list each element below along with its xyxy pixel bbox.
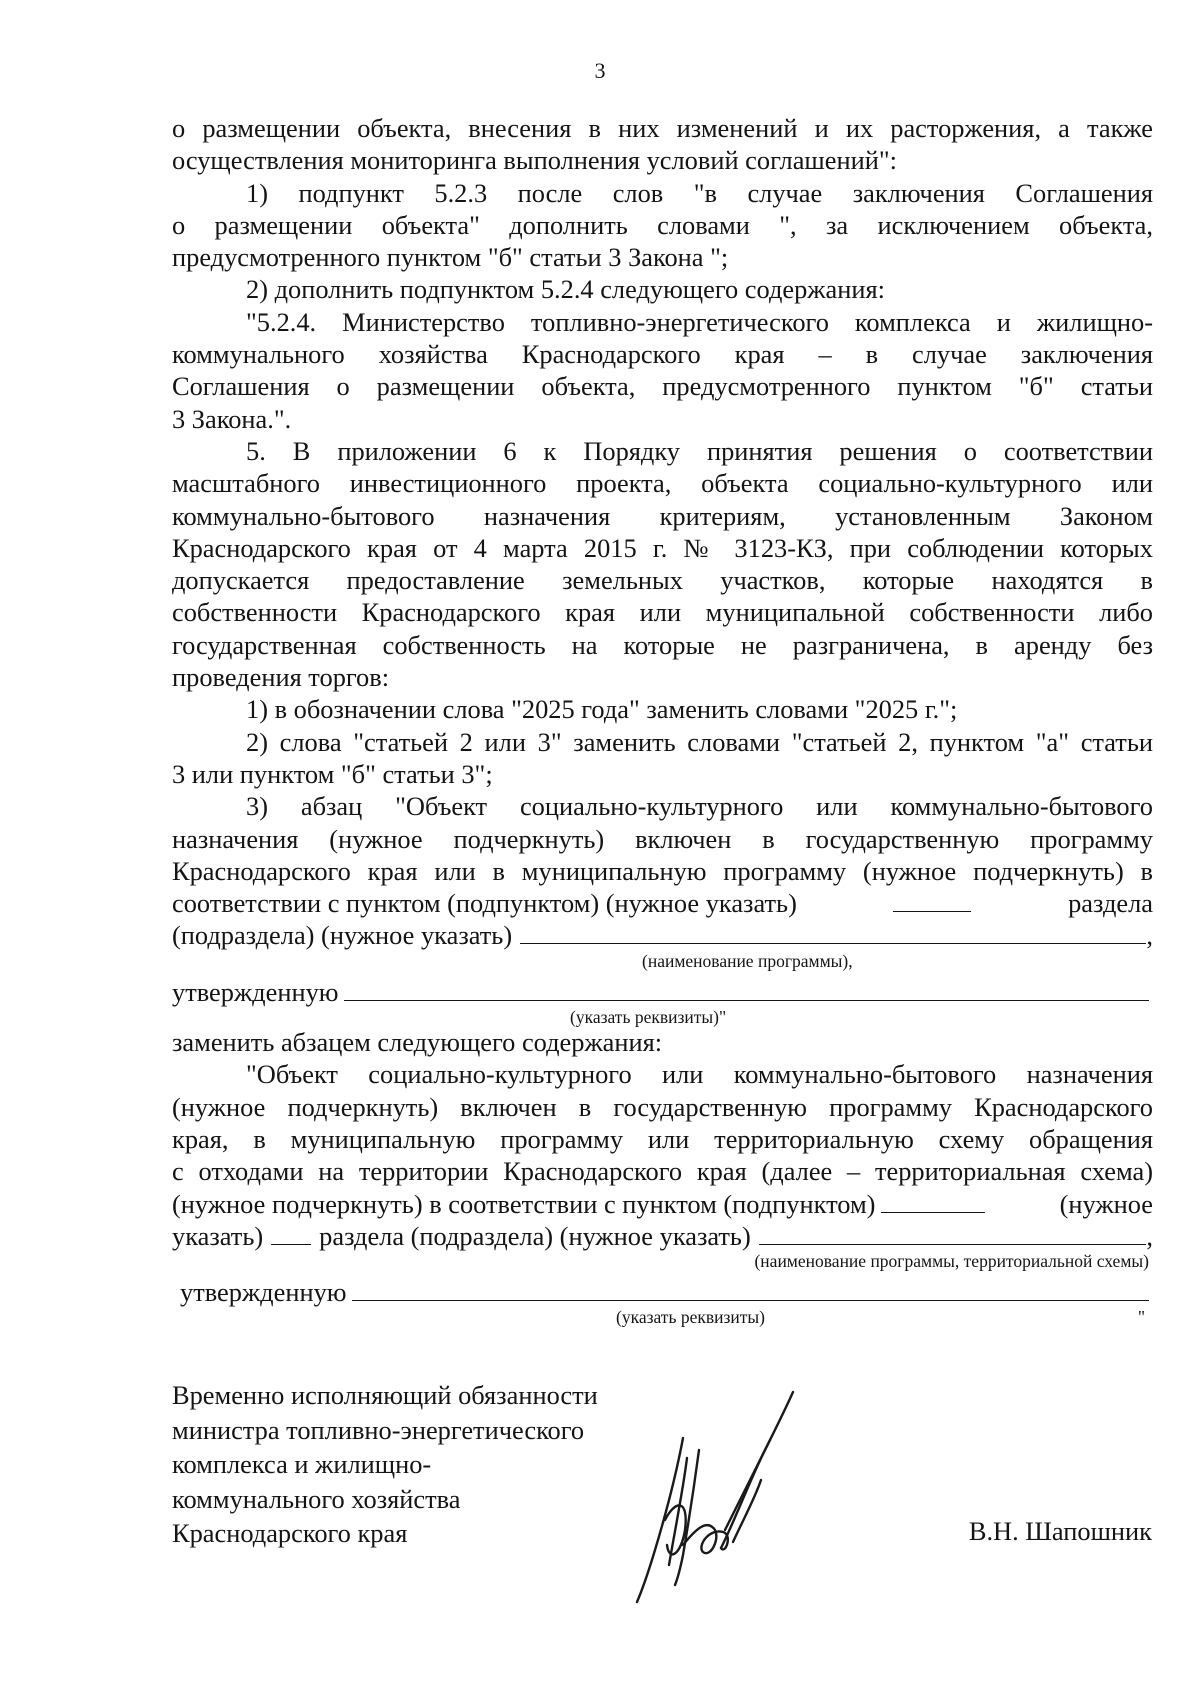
text-fragment: указать) xyxy=(172,1220,264,1251)
text-line xyxy=(172,887,1153,919)
text-line xyxy=(172,976,1153,1008)
signature-title-line: комплекса и жилищно- xyxy=(172,1449,432,1479)
blank-line xyxy=(344,976,1149,1001)
signature-title-line: Временно исполняющий обязанности xyxy=(172,1380,598,1410)
text-line xyxy=(172,919,1153,951)
caption: (наименование программы), xyxy=(642,950,853,971)
paragraph-item-1 xyxy=(172,177,1153,274)
text-line: 2) дополнить подпунктом 5.2.4 следующего содержания: xyxy=(246,274,885,305)
text-line: Соглашения о размещении объекта, предусмотренного пунктом "б" статьи xyxy=(172,371,1153,402)
paragraph-sub-2 xyxy=(172,726,1153,791)
paragraph-sub-1 xyxy=(172,693,1153,725)
text-line: с отходами на территории Краснодарского края (далее – территориальная схема) xyxy=(172,1156,1153,1187)
paragraph-new-text xyxy=(172,1058,1153,1326)
blank-line xyxy=(759,1220,1147,1245)
text-line: коммунального хозяйства Краснодарского края – в случае заключения xyxy=(172,339,1153,370)
blank-line xyxy=(520,919,1146,944)
signature-title-line: коммунального хозяйства xyxy=(172,1483,461,1514)
blank-line xyxy=(881,1188,985,1213)
text-line: о размещении объекта, внесения в них изменений и их расторжения, а также xyxy=(172,113,1153,143)
text-line: 2) слова "статьей 2 или 3" заменить словами "статьей 2, пунктом "а" статьи xyxy=(246,726,1153,757)
text-line: заменить абзацем следующего содержания: xyxy=(172,1027,663,1058)
caption-quote: " xyxy=(1137,1307,1145,1328)
paragraph-point-5 xyxy=(172,435,1153,693)
text-line: собственности Краснодарского края или муниципальной собственности либо xyxy=(172,597,1153,628)
caption: (наименование программы, территориальной схемы) xyxy=(754,1251,1149,1272)
text-line: 3) абзац "Объект социально-культурного или коммунально-бытового xyxy=(246,791,1153,822)
paragraph-intro xyxy=(172,112,1153,177)
text-fragment: , xyxy=(1146,920,1153,951)
text-line: края, в муниципальную программу или территориальную схему обращения xyxy=(172,1123,1153,1154)
text-fragment: утвержденную xyxy=(172,976,339,1007)
text-line: назначения (нужное подчеркнуть) включен в государственную программу xyxy=(172,823,1153,854)
blank-line xyxy=(271,1220,311,1245)
text-line: 5. В приложении 6 к Порядку принятия решения о соответствии xyxy=(246,435,1153,466)
text-fragment: утвержденную xyxy=(180,1277,347,1308)
text-fragment: , xyxy=(1146,1220,1153,1251)
paragraph-quote-524 xyxy=(172,306,1153,435)
text-line: государственная собственность на которые не разграничена, в аренду без xyxy=(172,629,1153,660)
caption: (указать реквизиты)" xyxy=(570,1007,727,1028)
signature-block xyxy=(172,1378,598,1551)
text-line: о размещении объекта" дополнить словами ", за исключением объекта, xyxy=(172,209,1153,240)
text-fragment: (нужное xyxy=(1059,1188,1153,1219)
handwritten-signature xyxy=(625,1380,825,1610)
text-line xyxy=(172,1276,1153,1308)
text-line: 1) в обозначении слова "2025 года" заменить словами "2025 г."; xyxy=(246,694,958,725)
paragraph-item-2 xyxy=(172,273,1153,305)
text-line: Краснодарского края от 4 марта 2015 г. № 3123-КЗ, при соблюдении которых xyxy=(172,532,1153,563)
text-line: осуществления мониторинга выполнения условий соглашений": xyxy=(172,145,897,176)
text-fragment: соответствии с пунктом (подпунктом) (нужное указать) xyxy=(172,888,797,919)
text-line: масштабного инвестиционного проекта, объекта социально-культурного или xyxy=(172,468,1153,499)
text-line: Краснодарского края или в муниципальную программу (нужное подчеркнуть) в xyxy=(172,855,1153,886)
signature-title-line: министра топливно-энергетического xyxy=(172,1414,585,1445)
text-line: проведения торгов: xyxy=(172,662,390,693)
blank-line xyxy=(893,887,971,912)
caption-row xyxy=(172,1308,1153,1326)
text-line: предусмотренного пунктом "б" статьи 3 Закона "; xyxy=(172,242,729,273)
text-line: коммунально-бытового назначения критериям, установленным Законом xyxy=(172,500,1153,531)
text-line xyxy=(172,1220,1153,1252)
signatory-name: В.Н. Шапошник xyxy=(968,1516,1152,1546)
blank-line xyxy=(352,1276,1149,1301)
document-body xyxy=(172,112,1153,1326)
signature-title-line: Краснодарского края xyxy=(172,1518,408,1548)
text-fragment: раздела (подраздела) (нужное указать) xyxy=(319,1220,751,1251)
text-fragment: (подраздела) (нужное указать) xyxy=(172,920,513,951)
text-line: 3 или пунктом "б" статьи 3"; xyxy=(172,758,493,789)
text-line: "Объект социально-культурного или коммунально-бытового назначения xyxy=(246,1059,1153,1090)
paragraph-sub-3 xyxy=(172,790,1153,1026)
text-line xyxy=(172,1188,1153,1220)
paragraph-replace xyxy=(172,1026,1153,1058)
text-fragment: (нужное подчеркнуть) в соответствии с пунктом (подпунктом) xyxy=(172,1188,876,1219)
text-line: "5.2.4. Министерство топливно-энергетического комплекса и жилищно- xyxy=(246,306,1153,337)
text-line: (нужное подчеркнуть) включен в государственную программу Краснодарского xyxy=(172,1091,1153,1122)
text-line: допускается предоставление земельных участков, которые находятся в xyxy=(172,565,1153,596)
text-line: 3 Закона.". xyxy=(172,403,292,434)
caption: (указать реквизиты) xyxy=(616,1307,765,1328)
text-fragment: раздела xyxy=(1068,888,1153,919)
page-number: 3 xyxy=(594,58,606,83)
text-line: 1) подпункт 5.2.3 после слов "в случае заключения Соглашения xyxy=(246,177,1153,208)
